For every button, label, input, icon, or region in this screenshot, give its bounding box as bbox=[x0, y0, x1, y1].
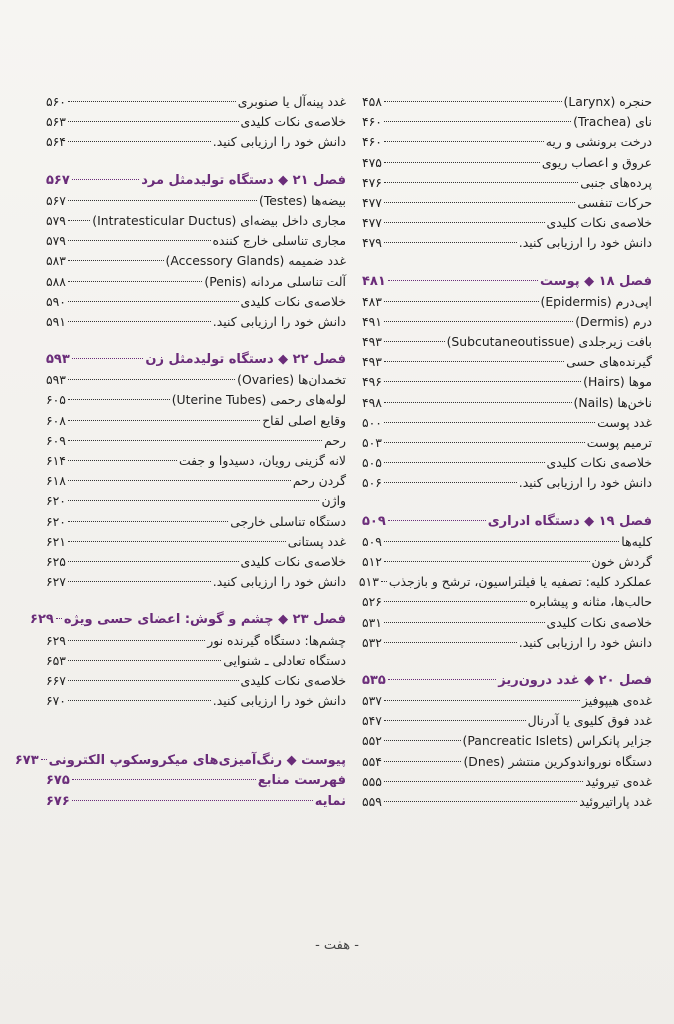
toc-entry bbox=[362, 112, 652, 132]
toc-entry-title: خلاصه‌ی نکات کلیدی bbox=[240, 114, 346, 130]
toc-entry-title: خلاصه‌ی نکات کلیدی bbox=[546, 455, 652, 471]
toc-page-number: ۶۰۹ bbox=[46, 432, 66, 448]
toc-page-number: ۶۷۳ bbox=[14, 753, 39, 769]
toc-entry bbox=[362, 233, 652, 253]
toc-page-number: ۶۲۰ bbox=[46, 493, 66, 509]
toc-entry-title: نای (Trachea) bbox=[573, 114, 652, 130]
toc-entry-title: نمایه bbox=[314, 793, 346, 809]
toc-entry-title: مجاری تناسلی خارج کننده bbox=[212, 233, 346, 249]
leader-dots bbox=[384, 162, 540, 163]
leader-dots bbox=[68, 200, 257, 201]
toc-entry bbox=[362, 413, 652, 433]
leader-dots bbox=[384, 222, 545, 223]
toc-entry-title: پرده‌های جنبی bbox=[580, 174, 652, 190]
toc-entry-title: دانش خود را ارزیابی کنید. bbox=[212, 693, 346, 709]
leader-dots bbox=[384, 482, 517, 483]
toc-entry-title: فصل ۲۰ ◆ غدد درون‌ریز bbox=[498, 672, 652, 688]
toc-entry bbox=[46, 231, 346, 251]
toc-page-number: ۶۱۸ bbox=[46, 473, 66, 489]
toc-page-number: ۵۸۸ bbox=[46, 273, 66, 289]
toc-entry-title: دانش خود را ارزیابی کنید. bbox=[212, 313, 346, 329]
toc-entry-title: ناخن‌ها (Nails) bbox=[573, 394, 652, 410]
toc-entry bbox=[362, 193, 652, 213]
leader-dots bbox=[384, 361, 564, 362]
toc-entry bbox=[46, 691, 346, 711]
toc-entry bbox=[362, 613, 652, 633]
leader-dots bbox=[68, 581, 211, 582]
toc-entry-title: اپی‌درم (Epidermis) bbox=[540, 293, 652, 309]
toc-entry-title: عروق و اعصاب ریوی bbox=[541, 154, 652, 170]
toc-page-number: ۶۲۹ bbox=[46, 632, 66, 648]
leader-dots bbox=[72, 800, 313, 801]
toc-entry bbox=[46, 651, 346, 671]
toc-entry bbox=[46, 132, 346, 152]
toc-entry-title: حنجره (Larynx) bbox=[563, 94, 652, 109]
leader-dots bbox=[381, 581, 387, 582]
leader-dots bbox=[384, 720, 526, 721]
toc-entry bbox=[46, 451, 346, 471]
leader-dots bbox=[384, 402, 572, 403]
toc-page-number: ۵۵۴ bbox=[362, 753, 382, 769]
toc-entry bbox=[362, 393, 652, 413]
toc-entry-title: فصل ۱۸ ◆ پوست bbox=[540, 273, 652, 289]
page-number: - هفت - bbox=[315, 938, 359, 953]
toc-entry bbox=[362, 352, 652, 372]
toc-page-number: ۶۲۰ bbox=[46, 513, 66, 529]
toc-entry bbox=[362, 691, 652, 711]
toc-entry bbox=[46, 572, 346, 592]
toc-entry bbox=[362, 312, 652, 332]
leader-dots bbox=[72, 179, 139, 180]
leader-dots bbox=[68, 500, 320, 501]
section-gap bbox=[46, 711, 346, 751]
toc-entry-title: بیضه‌ها (Testes) bbox=[259, 192, 346, 208]
toc-entry-title: دانش خود را ارزیابی کنید. bbox=[212, 574, 346, 590]
toc-page-number: ۵۳۲ bbox=[362, 634, 382, 650]
toc-entry bbox=[46, 292, 346, 312]
toc-page-number: ۴۶۰ bbox=[362, 114, 382, 130]
toc-entry bbox=[362, 173, 652, 193]
section-gap bbox=[46, 592, 346, 610]
toc-entry bbox=[362, 772, 652, 792]
toc-entry bbox=[46, 512, 346, 532]
toc-left-column bbox=[14, 92, 346, 812]
toc-chapter-heading bbox=[46, 792, 346, 812]
toc-entry-title: درخت برونشی و ریه bbox=[545, 134, 652, 150]
leader-dots bbox=[384, 182, 578, 183]
toc-entry bbox=[46, 251, 346, 271]
toc-page-number: ۶۰۸ bbox=[46, 412, 66, 428]
toc-page-number: ۴۷۹ bbox=[362, 235, 382, 251]
toc-entry-title: غدد ضمیمه (Accessory Glands) bbox=[165, 253, 346, 269]
toc-entry bbox=[362, 552, 652, 572]
toc-entry bbox=[362, 292, 652, 312]
leader-dots bbox=[384, 761, 461, 762]
leader-dots bbox=[384, 121, 571, 122]
toc-page-number: ۵۳۵ bbox=[362, 672, 386, 688]
toc-entry bbox=[362, 453, 652, 473]
toc-entry-title: خلاصه‌ی نکات کلیدی bbox=[546, 614, 652, 630]
toc-page-number: ۵۵۲ bbox=[362, 733, 382, 749]
toc-entry-title: ترمیم پوست bbox=[586, 435, 652, 450]
toc-entry-title: غدد پستانی bbox=[287, 533, 346, 549]
toc-entry bbox=[362, 731, 652, 751]
toc-entry-title: غدد پینه‌آل یا صنوبری bbox=[237, 94, 346, 109]
toc-entry-title: خلاصه‌ی نکات کلیدی bbox=[240, 553, 346, 569]
toc-page-number: ۴۸۳ bbox=[362, 293, 382, 309]
toc-page-number: ۵۹۰ bbox=[46, 293, 66, 309]
leader-dots bbox=[41, 759, 47, 760]
toc-entry-title: بافت زیرجلدی (Subcutaneoutissue) bbox=[446, 334, 652, 350]
toc-page-number: ۵۰۶ bbox=[362, 475, 382, 491]
toc-page-number: ۵۰۹ bbox=[362, 533, 382, 549]
leader-dots bbox=[68, 660, 221, 661]
toc-entry-title: لانه گزینی رویان، دسیدوا و جفت bbox=[178, 453, 346, 468]
toc-chapter-heading bbox=[30, 610, 346, 630]
toc-entry-title: واژن bbox=[321, 493, 346, 509]
toc-entry-title: دانش خود را ارزیابی کنید. bbox=[518, 235, 652, 251]
toc-entry-title: دانش خود را ارزیابی کنید. bbox=[518, 634, 652, 650]
leader-dots bbox=[384, 301, 539, 302]
toc-entry-title: فصل ۲۳ ◆ چشم و گوش: اعضای حسی ویژه bbox=[63, 612, 346, 628]
toc-page-number: ۴۹۱ bbox=[362, 313, 382, 329]
leader-dots bbox=[68, 640, 205, 641]
toc-entry-title: گردش خون bbox=[591, 553, 652, 569]
leader-dots bbox=[384, 462, 545, 463]
toc-page-number: ۵۹۳ bbox=[46, 352, 70, 368]
section-gap bbox=[362, 494, 652, 512]
toc-entry bbox=[46, 191, 346, 211]
toc-entry bbox=[362, 433, 652, 453]
leader-dots bbox=[68, 521, 228, 522]
toc-entry-title: دستگاه تناسلی خارجی bbox=[230, 513, 346, 529]
toc-page-number: ۶۲۱ bbox=[46, 533, 66, 549]
leader-dots bbox=[384, 202, 575, 203]
toc-page-number: ۵۳۷ bbox=[362, 693, 382, 709]
toc-entry-title: موها (Hairs) bbox=[583, 374, 652, 390]
leader-dots bbox=[384, 601, 528, 602]
toc-entry bbox=[46, 671, 346, 691]
leader-dots bbox=[68, 101, 236, 102]
toc-entry-title: خلاصه‌ی نکات کلیدی bbox=[546, 215, 652, 231]
toc-entry bbox=[362, 752, 652, 772]
toc-entry bbox=[46, 631, 346, 651]
toc-entry-title: لوله‌های رحمی (Uterine Tubes) bbox=[171, 392, 346, 408]
toc-entry-title: غدد پوست bbox=[597, 414, 652, 430]
toc-entry-title: فصل ۱۹ ◆ دستگاه ادراری bbox=[487, 513, 652, 529]
toc-entry-title: گردن رحم bbox=[292, 473, 346, 489]
leader-dots bbox=[68, 281, 202, 282]
toc-entry bbox=[46, 431, 346, 451]
leader-dots bbox=[68, 141, 211, 142]
toc-page-number: ۴۷۷ bbox=[362, 215, 382, 231]
leader-dots bbox=[68, 301, 239, 302]
toc-entry bbox=[362, 332, 652, 352]
toc-entry-title: خلاصه‌ی نکات کلیدی bbox=[240, 672, 346, 688]
toc-entry bbox=[362, 792, 652, 812]
section-gap bbox=[362, 254, 652, 272]
toc-entry-title: چشم‌ها: دستگاه گیرنده نور bbox=[207, 632, 346, 648]
toc-entry-title: غدد فوق کلیوی یا آدرنال bbox=[527, 713, 652, 729]
toc-page-number: ۶۰۵ bbox=[46, 392, 66, 408]
toc-page-number: ۵۵۵ bbox=[362, 773, 382, 789]
toc-entry bbox=[46, 532, 346, 552]
toc-entry-title: خلاصه‌ی نکات کلیدی bbox=[240, 293, 346, 309]
toc-entry bbox=[362, 213, 652, 233]
toc-page-number: ۵۷۹ bbox=[46, 212, 66, 228]
leader-dots bbox=[68, 680, 239, 681]
toc-entry-title: تخمدان‌ها (Ovaries) bbox=[237, 372, 346, 388]
toc-page-number: ۴۸۱ bbox=[362, 273, 386, 289]
leader-dots bbox=[72, 779, 256, 780]
toc-page-number: ۴۷۶ bbox=[362, 174, 382, 190]
toc-page-number: ۵۶۴ bbox=[46, 134, 66, 150]
leader-dots bbox=[384, 642, 517, 643]
toc-entry-title: دانش خود را ارزیابی کنید. bbox=[518, 475, 652, 491]
toc-page-number: ۵۹۳ bbox=[46, 372, 66, 388]
toc-chapter-heading bbox=[46, 771, 346, 791]
toc-entry bbox=[46, 491, 346, 511]
toc-chapter-heading bbox=[46, 350, 346, 370]
leader-dots bbox=[384, 541, 619, 542]
toc-entry bbox=[362, 132, 652, 152]
toc-page-number: ۶۷۵ bbox=[46, 773, 70, 789]
leader-dots bbox=[388, 520, 486, 521]
toc-page-number: ۵۶۷ bbox=[46, 192, 66, 208]
toc-entry bbox=[362, 92, 652, 112]
toc-page-number: ۵۱۲ bbox=[362, 553, 382, 569]
toc-page-number: ۶۶۷ bbox=[46, 672, 66, 688]
toc-entry bbox=[362, 592, 652, 612]
toc-chapter-heading bbox=[362, 512, 652, 532]
leader-dots bbox=[68, 240, 211, 241]
toc-page-number: ۵۶۳ bbox=[46, 114, 66, 130]
toc-page-number: ۶۲۵ bbox=[46, 553, 66, 569]
toc-page-number: ۵۵۹ bbox=[362, 794, 382, 809]
toc-entry bbox=[46, 390, 346, 410]
toc-entry bbox=[46, 92, 346, 112]
leader-dots bbox=[68, 379, 235, 380]
toc-entry bbox=[46, 272, 346, 292]
toc-entry-title: غده‌ی تیروئید bbox=[585, 773, 652, 789]
leader-dots bbox=[68, 561, 239, 562]
toc-entry bbox=[362, 532, 652, 552]
toc-page-number: ۵۷۹ bbox=[46, 233, 66, 249]
toc-entry-title: غدد پاراتیروئید bbox=[579, 794, 652, 809]
toc-entry bbox=[362, 711, 652, 731]
leader-dots bbox=[68, 260, 164, 261]
leader-dots bbox=[68, 399, 170, 400]
toc-page-number: ۵۶۰ bbox=[46, 94, 66, 109]
leader-dots bbox=[384, 321, 573, 322]
leader-dots bbox=[384, 422, 595, 423]
toc-entry bbox=[46, 312, 346, 332]
toc-page-number: ۵۴۷ bbox=[362, 713, 382, 729]
toc-entry-title: دانش خود را ارزیابی کنید. bbox=[212, 134, 346, 150]
toc-page-number: ۵۲۶ bbox=[362, 594, 382, 610]
toc-page-number: ۶۱۴ bbox=[46, 453, 66, 468]
toc-entry-title: پیوست ◆ رنگ‌آمیزی‌های میکروسکوپ الکترونی bbox=[48, 753, 346, 769]
toc-entry-title: غده‌ی هیپوفیز bbox=[581, 693, 652, 709]
toc-page-number: ۶۷۰ bbox=[46, 693, 66, 709]
toc-page-number: ۴۹۳ bbox=[362, 354, 382, 370]
toc-entry bbox=[46, 552, 346, 572]
section-gap bbox=[46, 153, 346, 171]
toc-entry bbox=[362, 473, 652, 493]
leader-dots bbox=[384, 101, 562, 102]
leader-dots bbox=[388, 280, 538, 281]
toc-chapter-heading bbox=[362, 272, 652, 292]
toc-entry-title: دستگاه نورواندوکرین منتشر (Dnes) bbox=[463, 753, 652, 769]
toc-chapter-heading bbox=[14, 751, 346, 771]
section-gap bbox=[46, 332, 346, 350]
toc-page-number: ۴۵۸ bbox=[362, 94, 382, 109]
toc-entry bbox=[46, 471, 346, 491]
leader-dots bbox=[384, 801, 577, 802]
leader-dots bbox=[68, 420, 260, 421]
leader-dots bbox=[68, 321, 211, 322]
toc-page-number: ۵۰۵ bbox=[362, 455, 382, 471]
leader-dots bbox=[384, 740, 461, 741]
leader-dots bbox=[68, 541, 286, 542]
section-gap bbox=[362, 653, 652, 671]
toc-entry-title: فصل ۲۲ ◆ دستگاه تولیدمثل زن bbox=[145, 352, 346, 368]
toc-entry bbox=[46, 211, 346, 231]
toc-page-number: ۴۹۶ bbox=[362, 374, 382, 390]
toc-entry-title: فهرست منابع bbox=[257, 773, 346, 789]
toc-page-number: ۵۹۱ bbox=[46, 313, 66, 329]
toc-entry-title: گیرنده‌های حسی bbox=[566, 354, 652, 370]
leader-dots bbox=[384, 442, 585, 443]
toc-entry-title: کلیه‌ها bbox=[621, 533, 652, 549]
toc-page-number: ۵۰۰ bbox=[362, 414, 382, 430]
toc-entry-title: فصل ۲۱ ◆ دستگاه تولیدمثل مرد bbox=[141, 172, 346, 188]
toc-entry bbox=[46, 112, 346, 132]
toc-page-number: ۴۷۷ bbox=[362, 194, 382, 210]
leader-dots bbox=[384, 381, 581, 382]
toc-page-number: ۵۳۱ bbox=[362, 614, 382, 630]
toc-page-number: ۴۹۳ bbox=[362, 334, 382, 350]
toc-entry-title: حرکات تنفسی bbox=[577, 194, 652, 210]
toc-chapter-heading bbox=[362, 671, 652, 691]
toc-page-number: ۵۰۹ bbox=[362, 513, 386, 529]
toc-page-number: ۵۸۳ bbox=[46, 253, 66, 269]
toc-entry bbox=[46, 370, 346, 390]
toc-page-number: ۶۵۳ bbox=[46, 652, 66, 668]
toc-chapter-heading bbox=[46, 171, 346, 191]
leader-dots bbox=[68, 480, 291, 481]
toc-entry-title: حالب‌ها، مثانه و پیشابره bbox=[529, 594, 652, 610]
leader-dots bbox=[68, 700, 211, 701]
toc-page-number: ۴۹۸ bbox=[362, 394, 382, 410]
toc-entry bbox=[362, 153, 652, 173]
toc-entry-title: رحم bbox=[324, 432, 346, 448]
leader-dots bbox=[384, 700, 580, 701]
leader-dots bbox=[384, 622, 545, 623]
toc-page-number: ۵۰۳ bbox=[362, 435, 382, 450]
leader-dots bbox=[384, 242, 517, 243]
toc-entry-title: عملکرد کلیه: تصفیه یا فیلتراسیون، ترشح و بازجذب bbox=[388, 574, 652, 590]
toc-entry-title: مجاری داخل بیضه‌ای (Intratesticular Ductus) bbox=[92, 212, 346, 228]
toc-page-number: ۵۶۷ bbox=[46, 172, 70, 188]
toc-entry bbox=[46, 411, 346, 431]
toc-entry bbox=[358, 572, 652, 592]
leader-dots bbox=[388, 679, 496, 680]
toc-page-number: ۶۲۷ bbox=[46, 574, 66, 590]
leader-dots bbox=[68, 220, 90, 221]
toc-page-number: ۶۲۹ bbox=[30, 612, 54, 628]
leader-dots bbox=[384, 141, 544, 142]
leader-dots bbox=[68, 440, 322, 441]
toc-entry bbox=[362, 372, 652, 392]
leader-dots bbox=[72, 358, 144, 359]
leader-dots bbox=[68, 460, 177, 461]
toc-page-number: ۵۱۳ bbox=[358, 574, 379, 590]
leader-dots bbox=[68, 121, 239, 122]
toc-entry-title: درم (Dermis) bbox=[575, 313, 652, 329]
toc-page-number: ۴۷۵ bbox=[362, 154, 382, 170]
toc-entry bbox=[362, 633, 652, 653]
toc-entry-title: جزایر پانکراس (Pancreatic Islets) bbox=[462, 733, 652, 749]
leader-dots bbox=[384, 781, 583, 782]
leader-dots bbox=[56, 618, 62, 619]
toc-entry-title: وقایع اصلی لقاح bbox=[262, 412, 346, 428]
toc-right-column bbox=[358, 92, 652, 812]
leader-dots bbox=[384, 561, 590, 562]
leader-dots bbox=[384, 341, 445, 342]
toc-entry-title: آلت تناسلی مردانه (Penis) bbox=[204, 273, 346, 289]
toc-page-number: ۶۷۶ bbox=[46, 793, 70, 809]
toc-page-number: ۴۶۰ bbox=[362, 134, 382, 150]
toc-entry-title: دستگاه تعادلی ـ شنوایی bbox=[223, 652, 346, 668]
